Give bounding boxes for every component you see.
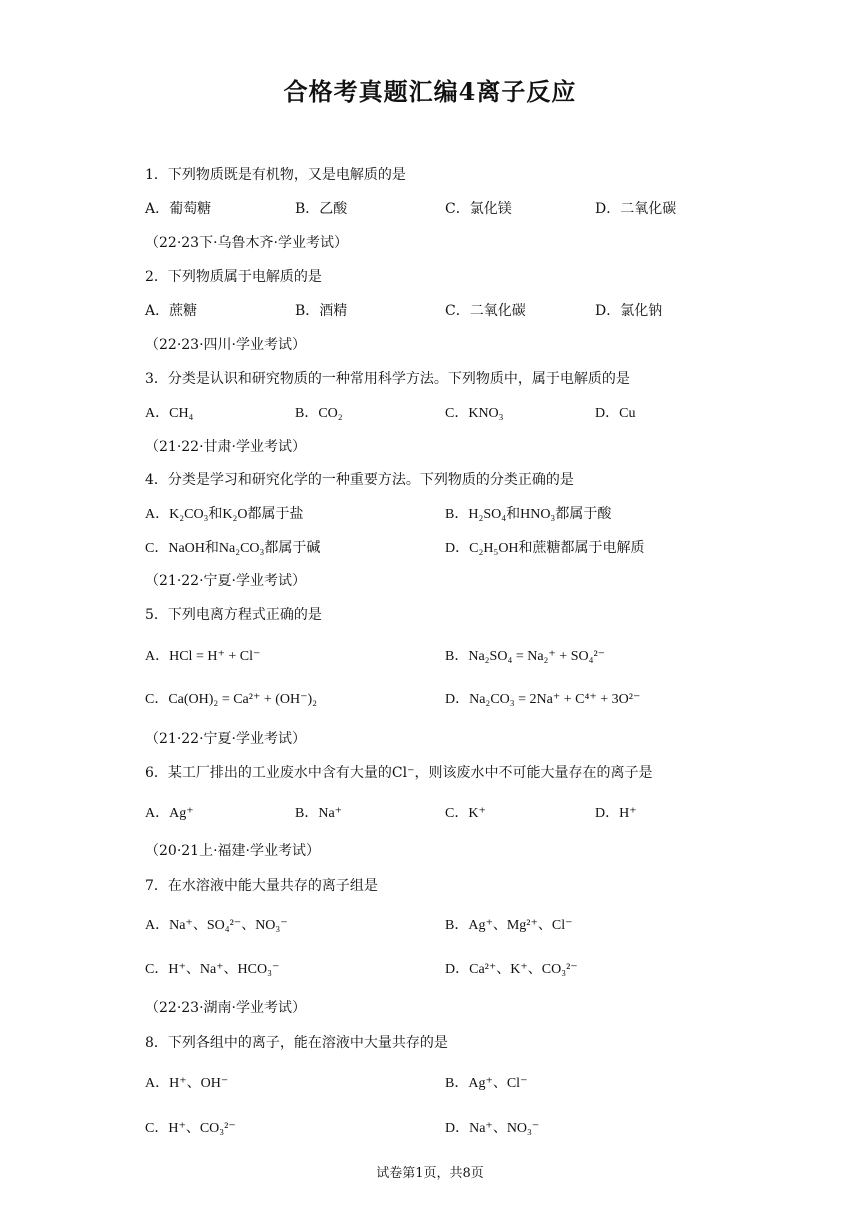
question-7-option-d: D．Ca²⁺、K⁺、CO₃²⁻ xyxy=(445,962,578,977)
question-1-option-c: C．氯化镁 xyxy=(445,201,512,217)
question-5-option-c: C．Ca(OH)₂ = Ca²⁺ + (OH⁻)₂ xyxy=(145,692,318,707)
question-3-source: （21·22·甘肃·学业考试） xyxy=(145,439,306,455)
question-6-option-a: A．Ag⁺ xyxy=(145,806,194,821)
question-8-option-a: A．H⁺、OH⁻ xyxy=(145,1076,229,1091)
question-2-option-b: B．酒精 xyxy=(295,303,348,319)
question-5-source: （21·22·宁夏·学业考试） xyxy=(145,731,306,747)
question-7-source: （22·23·湖南·学业考试） xyxy=(145,1000,306,1016)
question-6-option-c: C．K⁺ xyxy=(445,806,486,821)
question-1-stem: 1．下列物质既是有机物，又是电解质的是 xyxy=(145,167,406,183)
question-5-stem: 5．下列电离方程式正确的是 xyxy=(145,607,322,623)
question-8-stem: 8．下列各组中的离子，能在溶液中大量共存的是 xyxy=(145,1035,448,1051)
question-2-source: （22·23·四川·学业考试） xyxy=(145,337,306,353)
question-3-option-b: B．CO₂ xyxy=(295,406,343,421)
question-6-source: （20·21上·福建·学业考试） xyxy=(145,843,320,859)
question-1-option-a: A．葡萄糖 xyxy=(145,201,212,217)
question-2-option-d: D．氯化钠 xyxy=(595,303,663,319)
question-8-option-d: D．Na⁺、NO₃⁻ xyxy=(445,1121,540,1136)
question-4-option-b: B．H₂SO₄和HNO₃都属于酸 xyxy=(445,507,612,522)
question-8-option-b: B．Ag⁺、Cl⁻ xyxy=(445,1076,528,1091)
question-5-option-d: D．Na₂CO₃ = 2Na⁺ + C⁴⁺ + 3O²⁻ xyxy=(445,692,641,707)
question-4-option-d: D．C₂H₅OH和蔗糖都属于电解质 xyxy=(445,541,645,556)
question-1-option-b: B．乙酸 xyxy=(295,201,348,217)
question-3-stem: 3．分类是认识和研究物质的一种常用科学方法。下列物质中，属于电解质的是 xyxy=(145,371,630,387)
question-4-option-a: A．K₂CO₃和K₂O都属于盐 xyxy=(145,507,304,522)
question-7-option-b: B．Ag⁺、Mg²⁺、Cl⁻ xyxy=(445,918,573,933)
question-5-option-a: A．HCl = H⁺ + Cl⁻ xyxy=(145,649,261,664)
question-8-option-c: C．H⁺、CO₃²⁻ xyxy=(145,1121,236,1136)
question-6-option-d: D．H⁺ xyxy=(595,806,637,821)
question-2-option-c: C．二氧化碳 xyxy=(445,303,526,319)
question-3-option-a: A．CH₄ xyxy=(145,406,194,421)
question-3-option-d: D．Cu xyxy=(595,406,636,421)
question-6-stem: 6．某工厂排出的工业废水中含有大量的Cl⁻，则该废水中不可能大量存在的离子是 xyxy=(145,765,653,781)
question-4-option-c: C．NaOH和Na₂CO₃都属于碱 xyxy=(145,541,321,556)
page-footer: 试卷第1页，共8页 xyxy=(376,1166,484,1181)
question-7-option-a: A．Na⁺、SO₄²⁻、NO₃⁻ xyxy=(145,918,288,933)
question-3-option-c: C．KNO₃ xyxy=(445,406,504,421)
question-4-stem: 4．分类是学习和研究化学的一种重要方法。下列物质的分类正确的是 xyxy=(145,472,574,488)
page-title: 合格考真题汇编4离子反应 xyxy=(283,77,577,106)
question-7-stem: 7．在水溶液中能大量共存的离子组是 xyxy=(145,878,378,894)
question-5-option-b: B．Na₂SO₄ = Na₂⁺ + SO₄²⁻ xyxy=(445,649,606,664)
question-1-option-d: D．二氧化碳 xyxy=(595,201,677,217)
question-7-option-c: C．H⁺、Na⁺、HCO₃⁻ xyxy=(145,962,280,977)
question-2-stem: 2．下列物质属于电解质的是 xyxy=(145,269,322,285)
question-2-option-a: A．蔗糖 xyxy=(145,303,198,319)
question-4-source: （21·22·宁夏·学业考试） xyxy=(145,573,306,589)
question-1-source: （22·23下·乌鲁木齐·学业考试） xyxy=(145,235,348,251)
question-6-option-b: B．Na⁺ xyxy=(295,806,343,821)
